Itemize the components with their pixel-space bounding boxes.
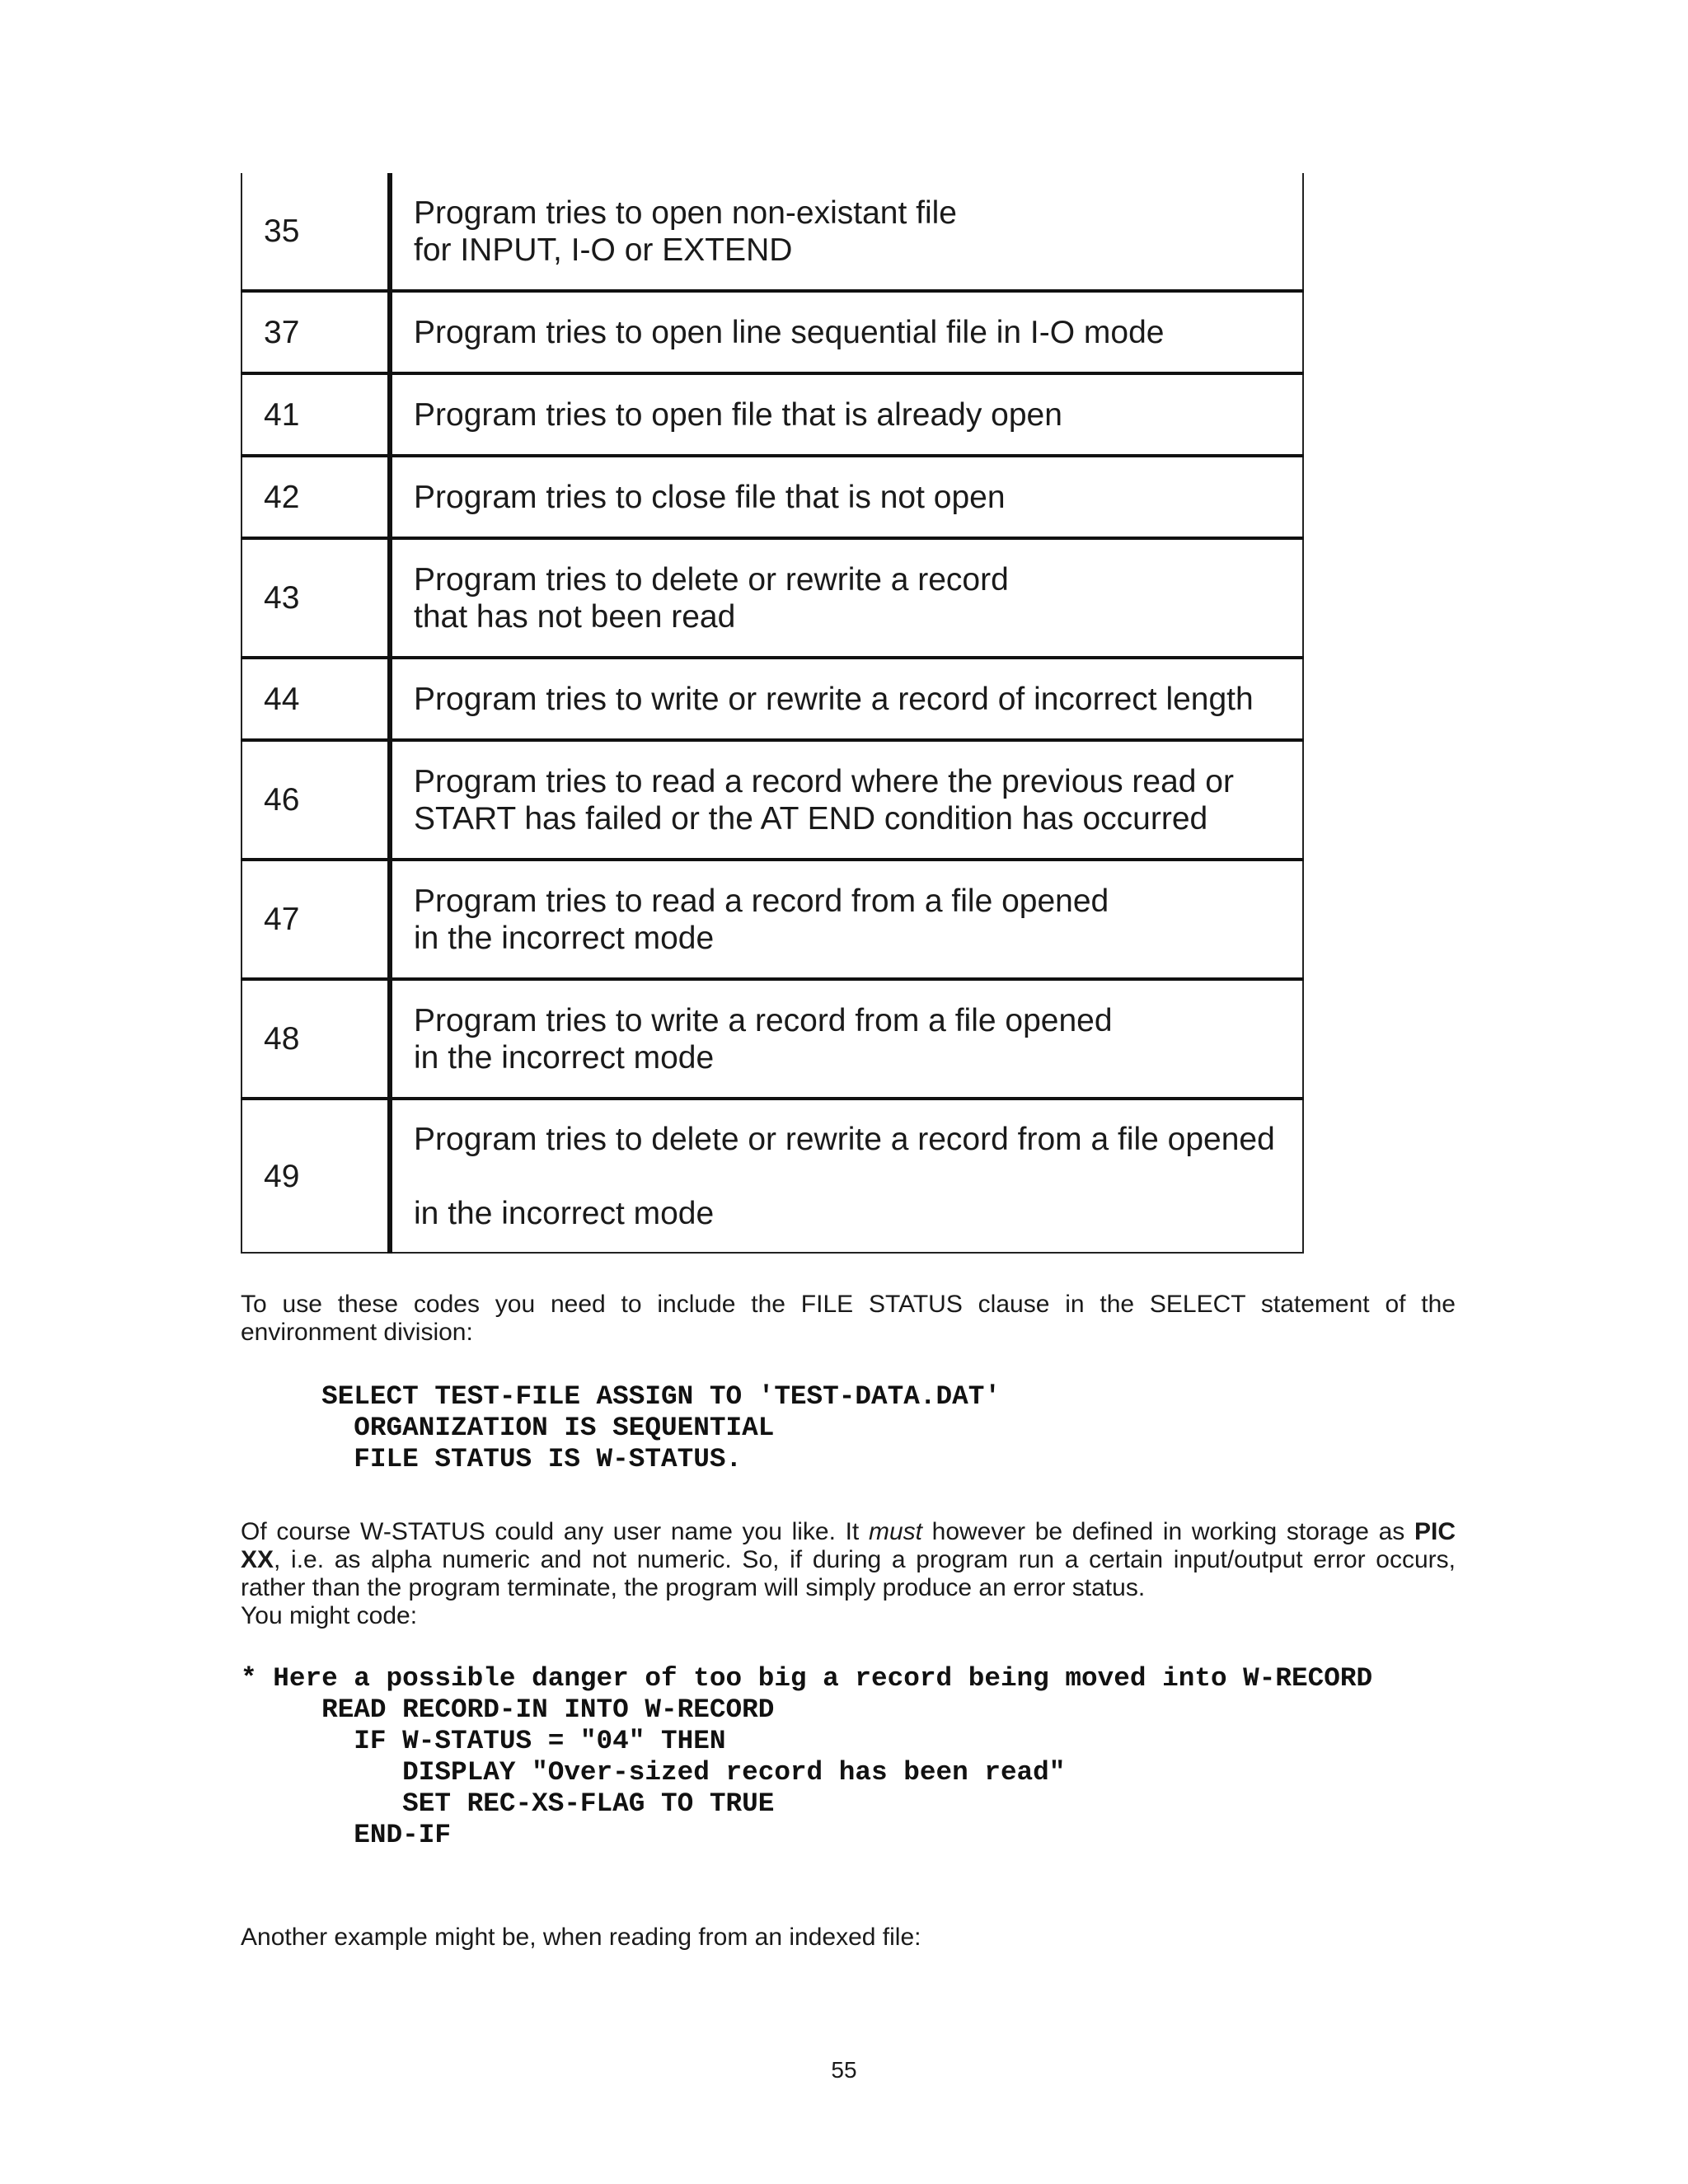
status-description xyxy=(390,860,1303,979)
status-code: 48 xyxy=(241,979,390,1099)
explanation-paragraph xyxy=(241,1518,1456,1630)
status-description xyxy=(390,658,1303,740)
status-description xyxy=(390,173,1303,291)
status-code: 41 xyxy=(241,373,390,456)
table-row xyxy=(241,740,1303,860)
paragraph-line: To use these codes you need to include the FILE STATUS clause in the SELECT statement of the xyxy=(241,1291,1456,1318)
description-line: for INPUT, I-O or EXTEND xyxy=(414,232,793,268)
description-line: Program tries to write a record from a file opened xyxy=(414,1002,1113,1038)
text-run: however be defined in working storage as xyxy=(921,1518,1414,1545)
status-description xyxy=(390,740,1303,860)
table-row xyxy=(241,658,1303,740)
file-status-table xyxy=(241,173,1304,1254)
description-line: START has failed or the AT END condition has occurred xyxy=(414,800,1208,837)
status-code: 42 xyxy=(241,456,390,538)
code-line: IF W-STATUS = "04" THEN xyxy=(241,1726,726,1756)
status-description xyxy=(390,291,1303,373)
description-line: Program tries to open file that is already open xyxy=(414,396,1062,433)
status-description xyxy=(390,456,1303,538)
table-row xyxy=(241,373,1303,456)
code-line: SELECT TEST-FILE ASSIGN TO 'TEST-DATA.DAT' xyxy=(241,1381,1001,1412)
status-code: 35 xyxy=(241,173,390,291)
paragraph-line xyxy=(241,1546,1456,1574)
status-code: 43 xyxy=(241,538,390,658)
description-line: Program tries to open line sequential file in I-O mode xyxy=(414,314,1165,350)
code-line: READ RECORD-IN INTO W-RECORD xyxy=(241,1694,775,1725)
text-run: Of course W-STATUS could any user name you like. It xyxy=(241,1518,869,1545)
code-line: FILE STATUS IS W-STATUS. xyxy=(241,1444,743,1474)
description-line: Program tries to delete or rewrite a record xyxy=(414,561,1009,598)
description-line: Program tries to read a record where the previous read or xyxy=(414,763,1234,799)
emphasis-text: must xyxy=(868,1518,922,1545)
code-line: DISPLAY "Over-sized record has been read" xyxy=(241,1757,1066,1788)
paragraph-line: You might code: xyxy=(241,1602,418,1629)
status-code: 46 xyxy=(241,740,390,860)
table-row xyxy=(241,173,1303,291)
table-row xyxy=(241,860,1303,979)
paragraph-line: Another example might be, when reading from an indexed file: xyxy=(241,1924,921,1951)
code-line: ORGANIZATION IS SEQUENTIAL xyxy=(241,1413,775,1443)
closing-paragraph xyxy=(241,1924,1456,1952)
status-code: 47 xyxy=(241,860,390,979)
paragraph-line xyxy=(241,1518,1456,1546)
table-row xyxy=(241,1099,1303,1253)
description-line: Program tries to open non-existant file xyxy=(414,194,958,231)
table-row xyxy=(241,979,1303,1099)
bold-text: PIC xyxy=(1414,1518,1456,1545)
description-line: Program tries to delete or rewrite a record from a file opened xyxy=(414,1121,1275,1157)
description-line: that has not been read xyxy=(414,598,736,635)
read-statement-code xyxy=(241,1663,1372,1851)
page-number: 55 xyxy=(831,2057,857,2083)
description-line: Program tries to read a record from a file opened xyxy=(414,883,1109,919)
status-code: 37 xyxy=(241,291,390,373)
status-code: 44 xyxy=(241,658,390,740)
table-row xyxy=(241,538,1303,658)
code-line: * Here a possible danger of too big a record being moved into W-RECORD xyxy=(241,1663,1373,1694)
text-run: , i.e. as alpha numeric and not numeric. So, if during a program run a certain input/output error occurs, xyxy=(274,1546,1456,1573)
select-statement-code xyxy=(241,1381,1001,1475)
code-line: SET REC-XS-FLAG TO TRUE xyxy=(241,1788,775,1819)
status-code: 49 xyxy=(241,1099,390,1253)
bold-text: XX xyxy=(241,1546,274,1573)
description-line: Program tries to write or rewrite a record of incorrect length xyxy=(414,681,1254,717)
paragraph-line: rather than the program terminate, the program will simply produce an error status. xyxy=(241,1574,1146,1601)
description-line: Program tries to close file that is not open xyxy=(414,479,1006,515)
status-description xyxy=(390,373,1303,456)
status-description xyxy=(390,1099,1303,1253)
table-row xyxy=(241,456,1303,538)
description-line: in the incorrect mode xyxy=(414,1195,715,1231)
status-description xyxy=(390,538,1303,658)
status-description xyxy=(390,979,1303,1099)
table-row xyxy=(241,291,1303,373)
code-line: END-IF xyxy=(241,1820,452,1850)
paragraph-line: environment division: xyxy=(241,1319,473,1346)
description-line: in the incorrect mode xyxy=(414,920,715,956)
description-line: in the incorrect mode xyxy=(414,1039,715,1076)
intro-paragraph xyxy=(241,1291,1456,1347)
